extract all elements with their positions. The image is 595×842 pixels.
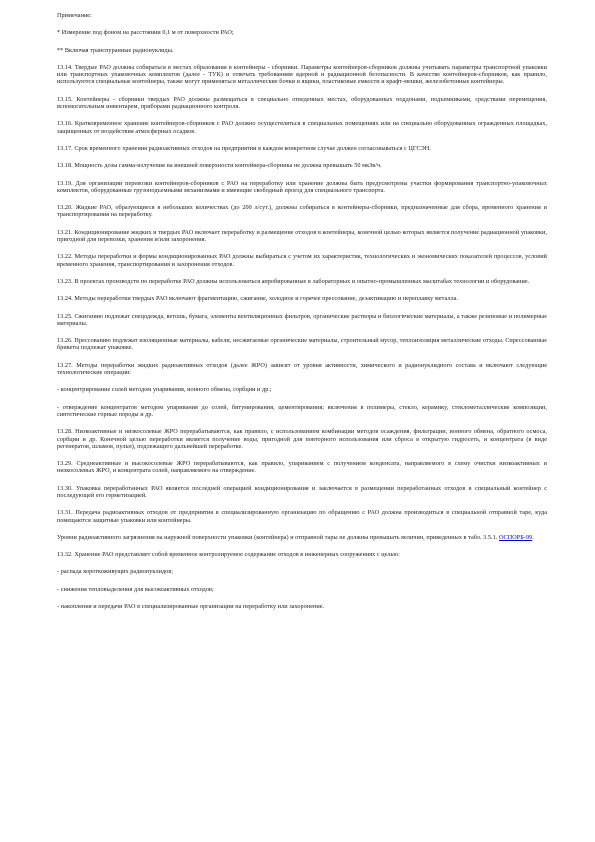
list-item-solidification: - отверждение концентратов методом упаривания до солей, битумирования, цементирования; включения в полимеры, стекло, керамику, стеклометаллические композиции, синтетические горные породы и др. <box>57 403 547 418</box>
paragraph-13-26: 13.26. Прессованию подлежат изоляционные материалы, кабели, несжигаемые органические материалы, строительный мусор, теплоизоляция металлические отходы. Спрессованные брикеты подлежат упаковке. <box>57 337 547 352</box>
paragraph-13-14: 13.14. Твердые РАО должны собираться в местах образования в контейнеры - сборники. Параметры контейнеров-сборников должны учитывать параметры транспортной упаковки или транспортных упаковочных комплектов (далее - ТУК) и отвечать требованиям ядерной и радиационной безопасности. В качестве контейнеров-сборников, как правило, используются специальные контейнеры, также могут применяться металлические бочки и ящики, пластиковые емкости и крафт-мешки, железобетонные контейнеры. <box>57 63 547 86</box>
paragraph-13-20: 13.20. Жидкие РАО, образующиеся в небольших количествах (до 200 л/сут.), должны собираться в контейнеры-сборники, предназначенные для сбора, временного хранения и транспортирования на переработку. <box>57 204 547 219</box>
paragraph-13-18: 13.18. Мощность дозы гамма-излучения на внешней поверхности контейнера-сборника не должна превышать 50 мкЗв/ч. <box>57 162 382 170</box>
contamination-text: Уровни радиоактивного загрязнения на наружной поверхности упаковки (контейнера) и отправной тары не должны превышать величин, приведенных в табл. 3.5.1. <box>57 533 499 541</box>
paragraph-13-21: 13.21. Кондиционирование жидких и твердых РАО включает переработку и размещение отходов в контейнеры, конечной целью которых является получение радиационной упаковки, пригодной для перевозки, хранения и/или захоронения. <box>57 228 547 244</box>
list-item-heat-reduction: - снижения тепловыделения для высокоактивных отходов; <box>57 585 214 593</box>
footnote-2: ** Включая транспуранные радионуклиды. <box>57 46 174 54</box>
paragraph-13-23: 13.23. В проектах производств по переработке РАО должны использоваться апробированные в лабораторных и опытно-промышленных масштабах технологии и оборудование. <box>57 277 530 285</box>
paragraph-13-17: 13.17. Срок временного хранения радиоактивных отходов на предприятии в каждом конкретном случае должен согласовываться с ЦГСЭН. <box>57 144 431 152</box>
osporb-link[interactable]: ОСПОРБ-99 <box>498 533 533 541</box>
paragraph-13-19: 13.19. Для организации перевозки контейнеров-сборников с РАО на переработку или хранение должны быть предусмотрены участки формирования транспортно-упаковочных комплектов, оборудованные грузоподъемными механизмами и имеющие свободный проезд для специального транспорта. <box>57 179 547 194</box>
paragraph-13-32: 13.32. Хранение РАО представляет собой временное контролируемое содержание отходов в инженерных сооружениях с целью: <box>57 551 400 559</box>
list-item-concentration: - концентрирование солей методом упаривания, ионного обмена, сорбции и др.; <box>57 386 272 394</box>
paragraph-13-22: 13.22. Методы переработки и формы кондиционированных РАО должны выбираться с учетом их характеристик, технологических и экономических показателей процессов, условий временного хранения, транспортирования и захоронения отходов. <box>57 253 547 268</box>
paragraph-contamination-levels <box>57 534 547 541</box>
paragraph-13-29: 13.29. Среднеактивные и высокосолевые ЖРО перерабатываются, как правило, упариванием с получением конденсата, направляемого в схему очистки низкоактивных и низкосолевых ЖРО, и концентрата солей, направляемого на отверждение. <box>57 460 547 475</box>
paragraph-13-15: 13.15. Контейнеры - сборники твердых РАО должны размещаться в специально отведенных местах, оборудованных поддонами, подъемниками, средствами перемещения, вспомогательным инвентарем, приборами радиационного контроля. <box>57 95 547 111</box>
paragraph-13-28: 13.28. Низкоактивные и низкосолевые ЖРО перерабатываются, как правило, с использованием комбинации методов осаждения, фильтрации, ионного обмена, обратного осмоса, сорбции и др. Конечной целью переработки является получение воды, пригодной для повторного использования или сброса в открытую гидросеть, и концентрата (в виде регенератов, шламов, пульп), подлежащего дальнейшей переработке. <box>57 428 547 450</box>
list-item-decay: - распада короткоживущих радионуклидов; <box>57 568 174 576</box>
paragraph-13-27: 13.27. Методы переработки жидких радиоактивных отходов (далее ЖРО) зависят от уровня активности, химического и радионуклидного состава и включают следующие технологические операции: <box>57 361 547 377</box>
contamination-text-end: . <box>532 533 534 541</box>
footnote-1: * Измерение под фоном на расстоянии 0,1 м от поверхности РАО; <box>57 29 234 37</box>
paragraph-13-30: 13.30. Упаковка переработанных РАО является последней операцией кондиционирования и заключается в размещении переработанных отходов в специальный контейнер с последующей его герметизацией. <box>57 484 547 499</box>
paragraph-13-24: 13.24. Методы переработки твердых РАО включают фрагментацию, сжигание, холодное и горячее прессование, дезактивацию и переплавку металла. <box>57 295 459 303</box>
document-page <box>57 12 547 620</box>
paragraph-13-25: 13.25. Сжиганию подлежат спецодежда, ветошь, бумага, элементы вентиляционных фильтров, органические растворы и биологические материалы, а также резиновые и полимерные материалы. <box>57 312 547 327</box>
list-item-transfer: - накопления и передачи РАО в специализированные организации на переработку или захоронение. <box>57 603 325 611</box>
note-heading: Примечание: <box>57 12 92 19</box>
paragraph-13-31: 13.31. Передача радиоактивных отходов от предприятия в специализированную организацию по обращению с РАО должна производиться в специальной отправной таре, куда помещаются защитные упаковки или контейнеры. <box>57 509 547 524</box>
paragraph-13-16: 13.16. Кратковременное хранение контейнеров-сборников с РАО должно осуществляться в специальных помещениях или на специально оборудованных огражденных площадках, защищенных от воздействия атмосферных осадков. <box>57 120 547 135</box>
